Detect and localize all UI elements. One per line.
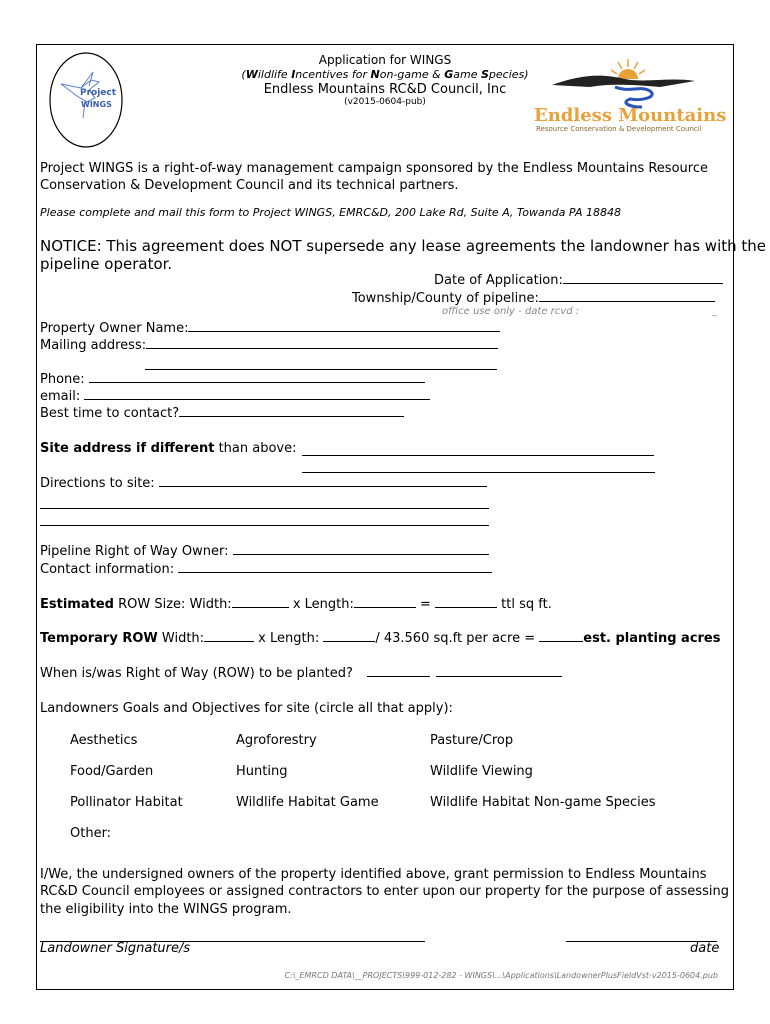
estimated-equals: = xyxy=(415,597,436,612)
form-title: Application for WINGS xyxy=(318,53,452,67)
estimated-length-field[interactable] xyxy=(354,607,416,608)
pipeline-owner-label: Pipeline Right of Way Owner: xyxy=(40,544,229,559)
estimated-label-bold: Estimated xyxy=(40,597,114,612)
site-address-row xyxy=(40,441,297,456)
mailing-address-field-2[interactable] xyxy=(145,357,497,370)
permission-text: I/We, the undersigned owners of the property identified above, grant permission to Endless Mountains xyxy=(40,867,707,882)
directions-row xyxy=(40,476,487,491)
site-address-label: than above: xyxy=(214,441,297,456)
temporary-length-field[interactable] xyxy=(323,641,375,642)
logo-text-wings: WINGS xyxy=(81,100,112,109)
council-name: Endless Mountains RC&D Council, Inc xyxy=(263,82,507,97)
permission-text: the eligibility into the WINGS program. xyxy=(40,902,292,917)
estimated-width-field[interactable] xyxy=(232,607,289,608)
acronym-part: ildlife xyxy=(257,68,292,81)
date-of-application xyxy=(434,273,723,288)
estimated-row-size xyxy=(40,597,552,612)
contact-info-label: Contact information: xyxy=(40,562,175,577)
goals-heading: Landowners Goals and Objectives for site (circle all that apply): xyxy=(40,701,453,716)
office-use-label: office use only - date rcvd : xyxy=(442,306,580,317)
township-field[interactable] xyxy=(539,301,715,302)
directions-field-3[interactable] xyxy=(40,512,489,526)
pipeline-owner-field[interactable] xyxy=(233,554,489,555)
goal-option[interactable]: Wildlife Habitat Game xyxy=(236,795,379,810)
directions-field[interactable] xyxy=(159,486,487,487)
acronym-part: G xyxy=(444,68,454,81)
acronym-part: I xyxy=(291,68,296,81)
goal-option[interactable]: Pasture/Crop xyxy=(430,733,514,748)
planted-question-label: When is/was Right of Way (ROW) to be planted? xyxy=(40,666,353,681)
estimated-width-label: ROW Size: Width: xyxy=(113,597,232,612)
site-address-field[interactable] xyxy=(302,441,654,456)
signature-label: Landowner Signature/s xyxy=(40,941,191,956)
permission-text: RC&D Council employees or assigned contractors to enter upon our property for the purpose of assessing xyxy=(40,884,729,899)
file-path-footer: C:\_EMRCD DATA\__PROJECTS\999-012-282 - WINGS\...\Applications\LandownerPlusFieldVst-v2015-0604.pub xyxy=(284,971,718,980)
temporary-result-label: est. planting acres xyxy=(583,631,721,646)
date-label: date xyxy=(690,941,720,956)
temporary-row xyxy=(40,631,721,646)
goal-option[interactable]: Food/Garden xyxy=(70,764,154,779)
goal-option[interactable]: Aesthetics xyxy=(70,733,138,748)
acronym-part: pecies) xyxy=(488,68,529,81)
mountain-sun-icon xyxy=(530,55,710,110)
goal-option[interactable]: Wildlife Habitat Non-game Species xyxy=(430,795,656,810)
phone-field[interactable] xyxy=(89,382,425,383)
directions-field-2[interactable] xyxy=(40,495,489,509)
office-use-trail: _ xyxy=(712,306,717,317)
estimated-total-field[interactable] xyxy=(435,607,497,608)
directions-label: Directions to site: xyxy=(40,476,155,491)
mailing-address-row xyxy=(40,338,498,353)
goal-option[interactable]: Hunting xyxy=(236,764,288,779)
best-time-field[interactable] xyxy=(179,416,404,417)
acronym-part: on-game & xyxy=(379,68,445,81)
mail-instruction: Please complete and mail this form to Project WINGS, EMRC&D, 200 Lake Rd, Suite A, Towanda PA 18848 xyxy=(40,206,622,219)
mailing-address-label: Mailing address: xyxy=(40,338,147,353)
estimated-unit: ttl sq ft. xyxy=(497,597,552,612)
temporary-length-label: x Length: xyxy=(254,631,324,646)
township-county xyxy=(352,291,715,306)
notice-text: NOTICE: This agreement does NOT supersede any lease agreements the landowner has with the xyxy=(40,237,767,255)
goal-option[interactable]: Wildlife Viewing xyxy=(430,764,533,779)
version-label: (v2015-0604-pub) xyxy=(344,97,426,107)
planted-field-1[interactable] xyxy=(367,676,430,677)
owner-name-label: Property Owner Name: xyxy=(40,321,189,336)
acronym-part: W xyxy=(245,68,258,81)
temporary-width-label: Width: xyxy=(157,631,205,646)
logo-title: Endless Mountains xyxy=(534,105,727,126)
intro-text-2: Conservation & Development Council and its technical partners. xyxy=(40,178,459,193)
notice-text-2: pipeline operator. xyxy=(40,255,173,273)
date-of-application-label: Date of Application: xyxy=(434,273,563,288)
goal-option[interactable]: Agroforestry xyxy=(236,733,317,748)
email-row xyxy=(40,389,430,404)
contact-info-field[interactable] xyxy=(178,572,492,573)
acronym-part: S xyxy=(480,68,489,81)
email-label: email: xyxy=(40,389,81,404)
acronym-part: ame xyxy=(453,68,481,81)
acronym-part: ncentives for xyxy=(295,68,371,81)
estimated-length-label: x Length: xyxy=(288,597,354,612)
temporary-width-field[interactable] xyxy=(204,641,254,642)
site-address-label-bold: Site address if different xyxy=(40,441,215,456)
temporary-divide-label: / 43.560 sq.ft per acre = xyxy=(375,631,540,646)
phone-label: Phone: xyxy=(40,372,85,387)
township-label: Township/County of pipeline: xyxy=(352,291,539,306)
temporary-acres-field[interactable] xyxy=(539,641,583,642)
planted-field-2[interactable] xyxy=(436,676,562,677)
acronym-part: N xyxy=(370,68,380,81)
owner-name-field[interactable] xyxy=(188,331,500,332)
acronym-part: ( xyxy=(241,68,246,81)
best-time-label: Best time to contact? xyxy=(40,406,180,421)
goal-option[interactable]: Pollinator Habitat xyxy=(70,795,183,810)
owner-name-row xyxy=(40,321,500,336)
date-of-application-field[interactable] xyxy=(563,283,723,284)
contact-info-row xyxy=(40,562,492,577)
temporary-label-bold: Temporary ROW xyxy=(40,631,158,646)
intro-text: Project WINGS is a right-of-way management campaign sponsored by the Endless Mountains Resource xyxy=(40,161,708,176)
pipeline-owner-row xyxy=(40,544,489,559)
endless-mountains-logo xyxy=(530,55,727,135)
best-time-row xyxy=(40,406,404,421)
planted-row xyxy=(40,666,562,681)
email-field[interactable] xyxy=(84,399,430,400)
phone-row xyxy=(40,372,425,387)
logo-subtitle: Resource Conservation & Development Council xyxy=(536,125,702,133)
logo-text-project: Project xyxy=(80,88,117,98)
goal-other-label: Other: xyxy=(70,826,112,841)
site-address-field-2[interactable] xyxy=(302,459,655,473)
mailing-address-field[interactable] xyxy=(146,348,498,349)
